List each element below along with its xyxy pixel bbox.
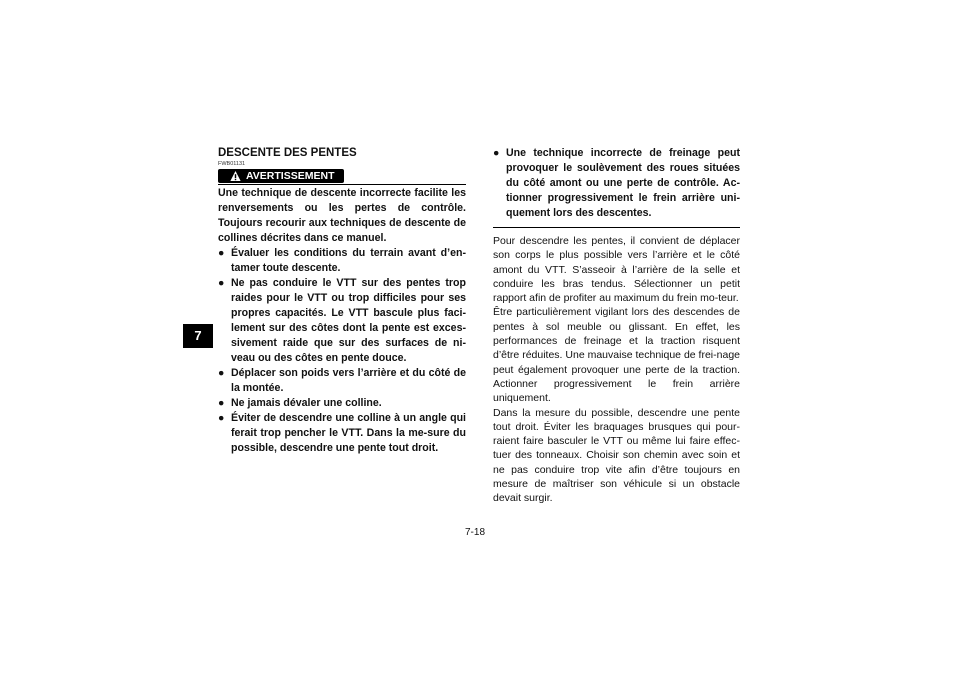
bullet-icon: ● (218, 277, 225, 289)
warning-code: FWB01131 (218, 161, 246, 167)
warning-end-rule (493, 227, 740, 228)
warning-item: ● Ne jamais dévaler une colline. (218, 397, 382, 409)
warning-item: ● Ne pas conduire le VTT sur des pentes trop raides pour le VTT ou trop difficiles pour ses propres capacités. Le VTT bascule plus faci-lement sur des côtes dont la pente est exces-sivement raide que sur des surfaces de ni-veau ou des côtes en pente douce. (218, 277, 466, 364)
bullet-icon: ● (218, 412, 225, 424)
warning-body (218, 186, 466, 456)
bullet-icon: ● (218, 247, 225, 259)
bullet-icon: ● (218, 367, 225, 379)
warning-badge (218, 169, 344, 183)
bullet-icon: ● (493, 147, 500, 159)
warning-item: ● Une technique incorrecte de freinage peut provoquer le soulèvement des roues situées du côté amont ou une perte de contrôle. Ac-tionner progressivement le frein arrière uni-quement lors des descentes. (493, 147, 740, 219)
warning-list-continued (493, 146, 740, 221)
warning-item: ● Évaluer les conditions du terrain avant d’en-tamer toute descente. (218, 247, 466, 274)
warning-continued (493, 146, 740, 221)
bullet-icon: ● (218, 397, 225, 409)
body-paragraph: Pour descendre les pentes, il convient de déplacer son corps le plus possible vers l’arrière et le côté amont du VTT. S’asseoir à l’arrière de la selle et conduire les bras tendus. Sélectionner un petit rapport afin de profiter au maximum du frein mo-teur. (493, 235, 740, 305)
warning-rule (218, 184, 466, 185)
warning-triangle-icon (230, 170, 241, 182)
warning-header (218, 169, 466, 185)
warning-list (218, 246, 466, 456)
section-title: DESCENTE DES PENTES (218, 147, 357, 159)
warning-item: ● Éviter de descendre une colline à un angle qui ferait trop pencher le VTT. Dans la me-sure du possible, descendre une pente tout droit. (218, 412, 466, 454)
left-column (218, 146, 466, 456)
warning-label: AVERTISSEMENT (246, 170, 335, 182)
warning-item: ● Déplacer son poids vers l’arrière et du côté de la montée. (218, 367, 466, 394)
body-paragraph: Être particulièrement vigilant lors des descendes de pentes à sol meuble ou glissant. En effet, les performances de freinage et la traction risquent d’être réduites. Une mauvaise technique de frei-nage peut également provoquer une perte de la traction. Actionner progressivement le frein arrière uniquement. (493, 306, 740, 405)
warning-intro: Une technique de descente incorrecte facilite les renversements ou les pertes de contrôle. Toujours recourir aux techniques de descente de collines décrites dans ce manuel. (218, 187, 466, 244)
right-column (493, 146, 740, 506)
page-number: 7-18 (465, 527, 486, 538)
chapter-tab: 7 (183, 324, 213, 348)
body-paragraph: Dans la mesure du possible, descendre une pente tout droit. Éviter les braquages brusques qui pour-raient faire basculer le VTT ou même lui faire effec-tuer des tonneaux. Choisir son chemin avec soin et ne pas conduire trop vite afin d’être toujours en mesure de maîtriser son véhicule si un obstacle devait surgir. (493, 406, 740, 505)
